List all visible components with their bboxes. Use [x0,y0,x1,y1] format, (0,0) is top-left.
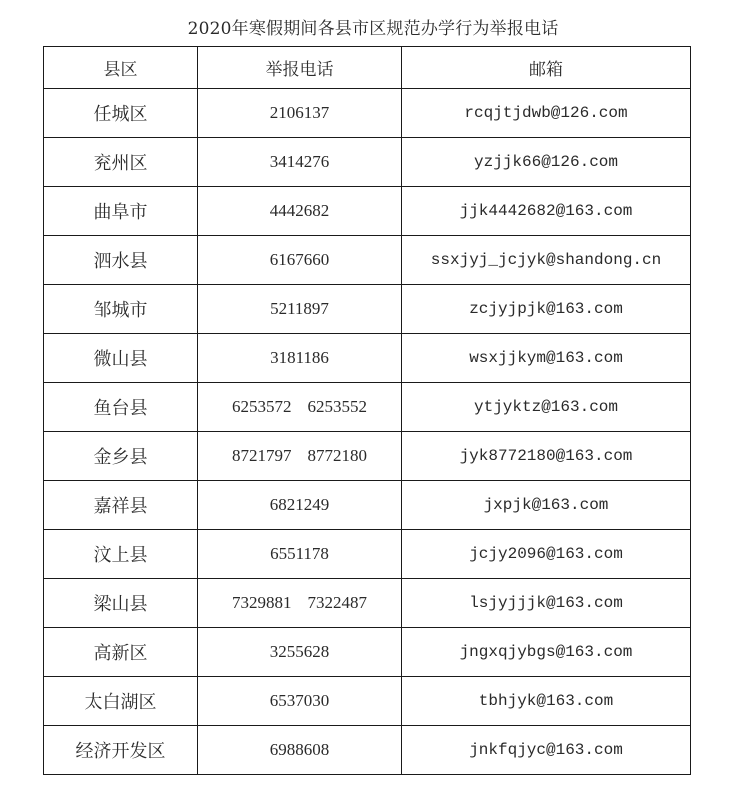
page-title: 2020年寒假期间各县市区规范办学行为举报电话 [187,19,559,39]
table-row [44,334,691,383]
email-cell: tbhjyk@163.com [402,677,691,726]
phone-number: 3414276 [269,152,330,171]
phone-number: 8772180 [307,446,367,465]
phone-number: 2106137 [269,103,330,122]
county-cell: 曲阜市 [44,187,198,236]
phone-cell [198,579,402,628]
phone-number: 8721797 [232,446,292,465]
county-cell: 鱼台县 [44,383,198,432]
phone-cell [198,138,402,187]
phone-cell [198,726,402,775]
email-cell: jyk8772180@163.com [402,432,691,481]
email-cell: ssxjyj_jcjyk@shandong.cn [402,236,691,285]
phone-number: 3255628 [269,642,330,661]
header-phone: 举报电话 [198,47,402,89]
county-cell: 太白湖区 [44,677,198,726]
header-county: 县区 [44,47,198,89]
county-cell: 嘉祥县 [44,481,198,530]
email-cell: ytjyktz@163.com [402,383,691,432]
phone-cell [198,334,402,383]
email-cell: yzjjk66@126.com [402,138,691,187]
phone-cell [198,530,402,579]
county-cell: 任城区 [44,89,198,138]
table-row [44,579,691,628]
header-email: 邮箱 [402,47,691,89]
phone-number: 7322487 [307,593,367,612]
table-row [44,530,691,579]
county-cell: 梁山县 [44,579,198,628]
phone-number: 6167660 [269,250,330,269]
table-body [44,89,691,775]
table-row [44,726,691,775]
county-cell: 经济开发区 [44,726,198,775]
table-row [44,285,691,334]
email-cell: rcqjtjdwb@126.com [402,89,691,138]
table-row [44,236,691,285]
table-row [44,481,691,530]
phone-cell [198,383,402,432]
email-cell: lsjyjjjk@163.com [402,579,691,628]
table-row [44,432,691,481]
phone-number: 5211897 [270,299,329,318]
phone-cell [198,285,402,334]
email-cell: jjk4442682@163.com [402,187,691,236]
table-row [44,187,691,236]
email-cell: jnkfqjyc@163.com [402,726,691,775]
phone-cell [198,432,402,481]
county-cell: 泗水县 [44,236,198,285]
table-row [44,89,691,138]
email-cell: jngxqjybgs@163.com [402,628,691,677]
county-cell: 微山县 [44,334,198,383]
phone-number: 6551178 [270,544,329,563]
table-row [44,628,691,677]
table-header-row [44,47,691,89]
phone-cell [198,89,402,138]
county-cell: 邹城市 [44,285,198,334]
county-cell: 兖州区 [44,138,198,187]
phone-number: 6537030 [269,691,330,710]
phone-number: 6821249 [269,495,330,514]
email-cell: jcjy2096@163.com [402,530,691,579]
report-table [43,46,691,775]
county-cell: 金乡县 [44,432,198,481]
phone-number: 6253572 [232,397,292,416]
table-row [44,138,691,187]
phone-number: 4442682 [269,201,330,220]
phone-cell [198,628,402,677]
phone-number: 3181186 [270,348,329,367]
county-cell: 汶上县 [44,530,198,579]
phone-number: 6253552 [307,397,367,416]
table-row [44,383,691,432]
phone-cell [198,481,402,530]
phone-cell [198,187,402,236]
phone-number: 7329881 [232,593,292,612]
phone-cell [198,677,402,726]
county-cell: 高新区 [44,628,198,677]
email-cell: jxpjk@163.com [402,481,691,530]
phone-cell [198,236,402,285]
email-cell: wsxjjkym@163.com [402,334,691,383]
table-row [44,677,691,726]
phone-number: 6988608 [269,740,330,759]
email-cell: zcjyjpjk@163.com [402,285,691,334]
